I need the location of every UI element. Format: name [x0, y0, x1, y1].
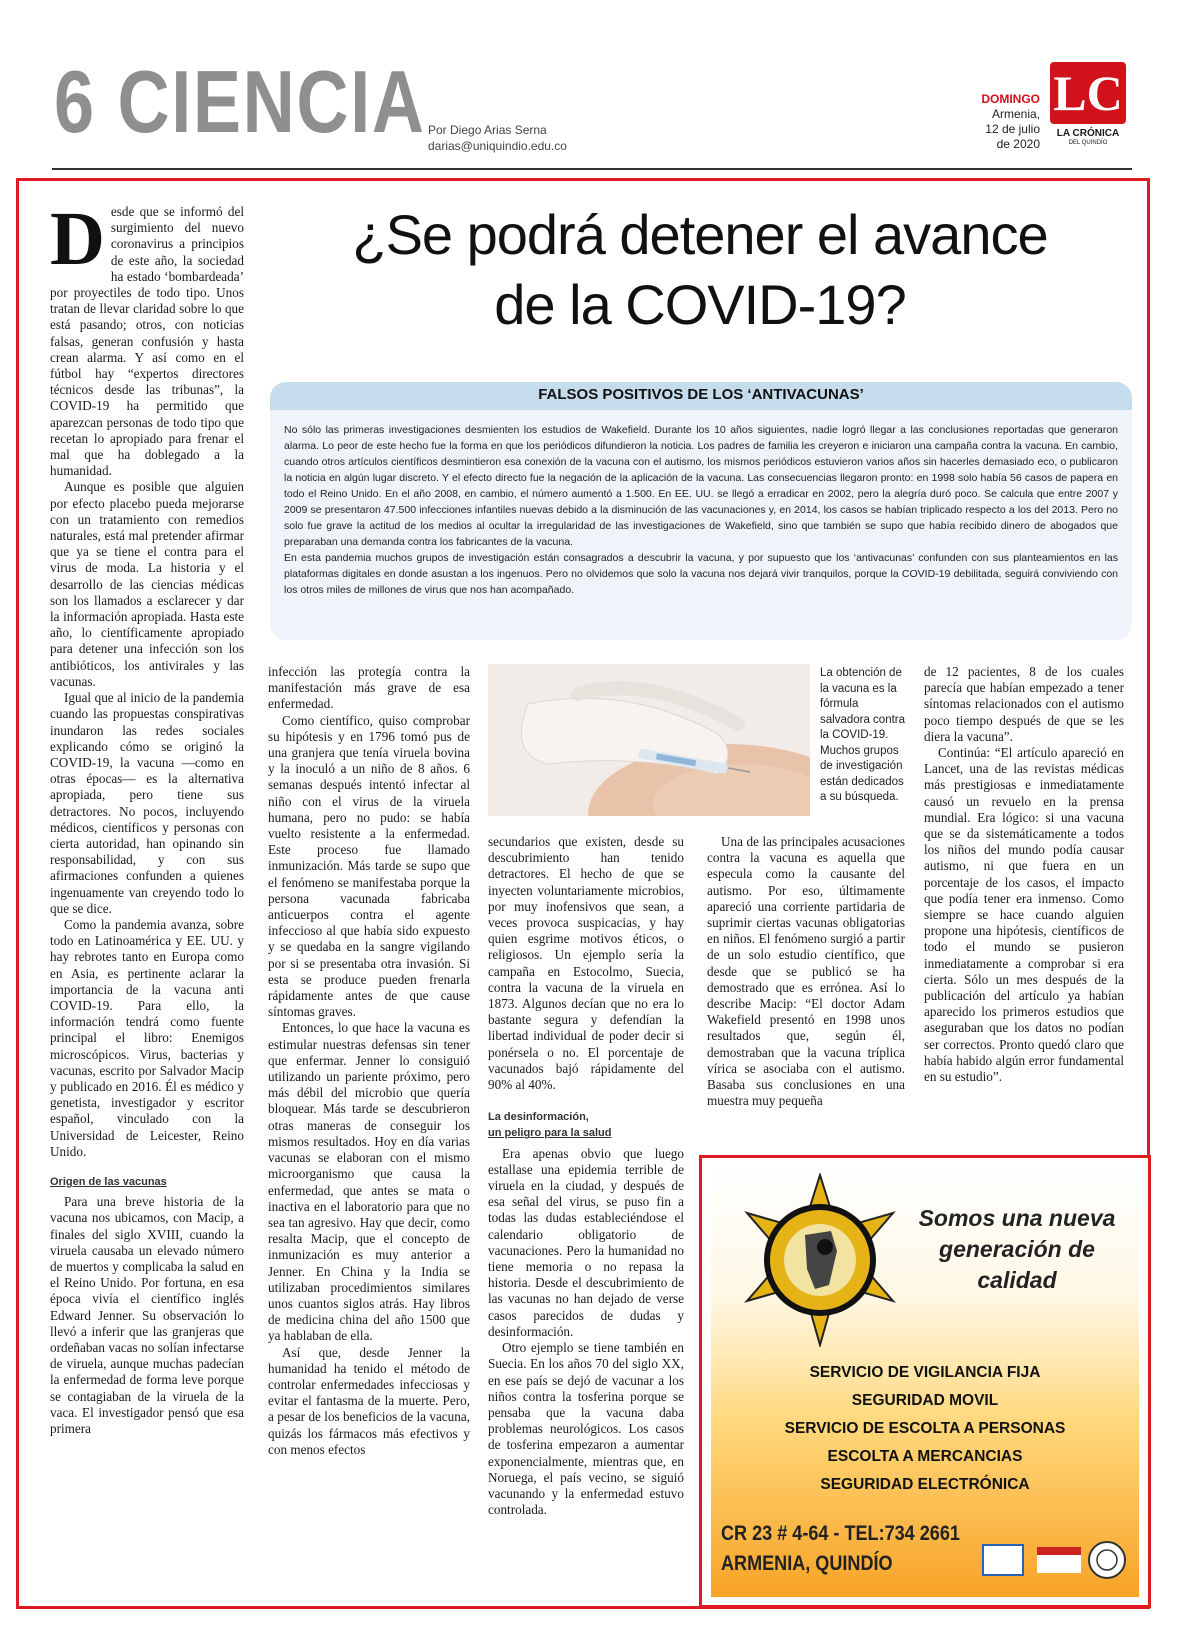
- byline: [428, 122, 567, 154]
- ad-address-phone: CR 23 # 4-64 - TEL:734 2661: [721, 1522, 960, 1545]
- paragraph: Así que, desde Jenner la humanidad ha tenido el método de controlar enfermedades infecciosas y evitar el fantasma de la muerte. Pero, a pesar de los beneficios de la vacuna, quizás los fármacos más efectivos y con menos efectos: [268, 1344, 470, 1457]
- paragraph: de 12 pacientes, 8 de los cuales parecía que habían empezado a tener síntomas relacionados con el autismo poco tiempo después de que se les diera la vacuna”.: [924, 664, 1124, 744]
- subheading-line-1: La desinformación,: [488, 1111, 589, 1124]
- ad-city: ARMENIA, QUINDÍO: [721, 1552, 893, 1575]
- sidebar-paragraph-1: No sólo las primeras investigaciones desmienten los estudios de Wakefield. Durante los 10 años siguientes, nadie logró llegar a las conclusiones reportadas que generaron alarma. Lo peor de este hecho fue la forma en que los periódicos difundieron la noticia. Los padres de familia les creyeron e iniciaron una campaña contra la vacuna. En cambio, cuando otros artículos científicos desmintieron esa conexión de la vacuna con el autismo, los mismos periódicos estuvieron varios años sin hacerles demasiado eco, o publicaron la noticia en algún lugar discreto. Y el efecto directo fue la negación de la aplicación de la vacuna. Las consecuencias llegaron pronto: en 1998 solo había 56 casos de papera en todo el Reino Unido. En el año 2008, en cambio, el número aumentó a 1.500. En EE. UU. se llegó a erradicar en 2002, pero la alegría duró poco. Se calcula que entre 2007 y 2009 se presentaron 47.500 infecciones infantiles nuevas debido a la disminución de las vacunaciones y, en 2014, los casos se habían triplicado respecto a los del 2013. Pero no solo fue grave la actitud de los medios al ocultar la irregularidad de las investigaciones de Wakefield, sino que también se supo que había recibido dinero de abogados que preparaban una demanda contra los fabricantes de la vacuna.: [284, 424, 1118, 548]
- ad-services-list: [711, 1359, 1139, 1499]
- ad-service-item: SEGURIDAD ELECTRÓNICA: [820, 1476, 1030, 1493]
- dateline: [940, 92, 1040, 152]
- paragraph: Igual que al inicio de la pandemia cuando las propuestas conspirativas inundaron las redes sociales explicando cómo se originó la COVID-19, la vacuna —como en otras épocas— es la alternativa apropiada, pero tiene sus detractores. No pocos, incluyendo médicos, científicos y personas con cierta autoridad, han opinando sin responsabilidad, y con sus afirmaciones confunden a quienes ingenuamente van creyendo todo lo que se dice.: [50, 690, 244, 916]
- ad-service-item: SERVICIO DE VIGILANCIA FIJA: [809, 1364, 1041, 1381]
- paragraph: Otro ejemplo se tiene también en Suecia. En los años 70 del siglo XX, en ese país se dejó de vacunar a los niños contra la tosferina porque se pensaba que la vacuna daba problemas neurológicos. Los casos de tosferina empezaron a aumentar exponencialmente, mientras que, en Noruega, el país vecino, se siguió vacunando y la enfermedad estuvo controlada.: [488, 1340, 684, 1518]
- article-column-4: [707, 834, 905, 1109]
- drop-cap: D: [50, 197, 105, 281]
- ad-service-item: ESCOLTA A MERCANCIAS: [827, 1448, 1023, 1465]
- article-column-5: [924, 664, 1124, 1085]
- lead-text: esde que se informó del surgimiento del nuevo coronavirus a principios de este año, la sociedad ha estado ‘bombardeada’ por proyectiles de todo tipo. Unos tratan de llevar claridad sobre lo que está pasando; otros, con noticias falsas, generan confusión y hasta crean alarma. Y así como en el fútbol hay “expertos directores técnicos desde las tribunas”, la COVID-19 ha permitido que aparezcan personas de todo tipo que recetan lo apropiado para frenar el mal que ha doblegado a la humanidad.: [50, 204, 244, 479]
- article-column-3: [488, 834, 684, 1518]
- dateline-day: DOMINGO: [981, 92, 1040, 106]
- author-email[interactable]: darias@uniquindio.edu.co: [428, 139, 567, 153]
- article-headline: [270, 200, 1130, 340]
- article-column-1: [50, 197, 244, 1437]
- header-divider: [52, 168, 1132, 170]
- paragraph: Entonces, lo que hace la vacuna es estimular nuestras defensas sin tener que enfermar. Jenner lo consiguió utilizando un pariente próximo, pero más débil del microbio que quería bloquear. Más tarde se descubrieron otras maneras de conseguir los mismos resultados. Hoy en día varias vacunas se elaboran con el mismo microorganismo que causa la enfermedad, que antes se mata o inactiva en el laboratorio para que no sea tan agresivo. Hay que decir, como resalta Macip, que el concepto de inmunización es muy anterior a Jenner. En China y la India se utilizaban procedimientos similares unos cuantos siglos atrás. Hay libros de medicina china del año 1500 que ya hablaban de ella.: [268, 1020, 470, 1344]
- ad-slogan: [911, 1203, 1123, 1296]
- section-title: 6 CIENCIA: [54, 52, 426, 151]
- paragraph: Aunque es posible que alguien por efecto placebo pueda mejorarse con un tratamiento con remedios naturales, está mal pretender afirmar que ya se tiene el contra para el virus de moda. La historia y el desarrollo de las ciencias médicas son los llamados a esclarecer y dar la información apropiada. Hasta este año, lo científicamente apropiado para detener una infección son los antibióticos, los antivirales y las vacunas.: [50, 479, 244, 689]
- ad-slogan-line: generación de: [939, 1236, 1095, 1262]
- ad-service-item: SERVICIO DE ESCOLTA A PERSONAS: [784, 1420, 1066, 1437]
- logo-initials: LC: [1050, 62, 1126, 124]
- logo-sub: DEL QUINDÍO: [1068, 140, 1108, 146]
- ad-service-item: SEGURIDAD MOVIL: [851, 1392, 999, 1409]
- author-name: Por Diego Arias Serna: [428, 123, 547, 137]
- photo-caption: La obtención de la vacuna es la fórmula salvadora contra la COVID-19. Muchos grupos de investigación están dedicados a su búsqueda.: [820, 667, 906, 803]
- lead-paragraph: [50, 197, 244, 479]
- subheading-origin: Origen de las vacunas: [50, 1175, 167, 1188]
- sidebar-paragraph-2: En esta pandemia muchos grupos de investigación están consagrados a descubrir la vacuna, y por supuesto que los ‘antivacunas’ confunden con sus planteamientos en las plataformas digitales en donde asustan a los ingenuos. Pero no olvidemos que solo la vacuna nos dejará vivir tranquilos, porque la COVID-19 debilitada, seguirá conviviendo con los otros miles de millones de virus que nos han acompañado.: [284, 552, 1118, 596]
- sidebar-box-text: [284, 422, 1118, 598]
- ad-slogan-line: Somos una nueva: [918, 1205, 1116, 1231]
- advertisement-frame: [699, 1155, 1151, 1608]
- subheading-line-2: un peligro para la salud: [488, 1127, 612, 1140]
- subheading-disinformation: [488, 1109, 684, 1141]
- paragraph: Era apenas obvio que luego estallase una epidemia terrible de viruela en la ciudad, y después de esa señal del virus, se puso fin a todas las dudas estableciéndose el calendario obligatorio de vacunaciones. Pero la humanidad no tiene memoria o no repasa la historia. Desde el descubrimiento de las vacunas no han dejado de verse casos parecidos de dudas y desinformación.: [488, 1145, 684, 1339]
- dateline-date: 12 de julio: [985, 122, 1040, 136]
- ad-slogan-line: calidad: [977, 1267, 1057, 1293]
- paragraph: Continúa: “El artículo apareció en Lancet, una de las revistas médicas más prestigiosas e inmediatamente causó un revuelo en la prensa mundial. Era lógico: si una vacuna que se da sistemáticamente a todos los niños del mundo podía causar autismo, ni que fuera en un porcentaje de los casos, el impacto que podía tener era inmenso. Como siempre se hace cuando alguien propone una hipótesis, científicos de todo el mundo se pusieron inmediatamente a comprobar si era cierta. Sólo un mes después de la publicación del artículo ya habían aparecido los primeros estudios que aseguraban que los datos no podían ser correctos. Pronto quedó claro que había habido algún error fundamental en su estudio”.: [924, 745, 1124, 1085]
- security-star-emblem: [733, 1173, 907, 1347]
- dateline-year: de 2020: [996, 137, 1040, 151]
- paragraph: Una de las principales acusaciones contra la vacuna es aquella que especula como la causante del autismo. Por eso, últimamente apareció una corriente partidaria de suprimir ciertas vacunas obligatorias en niños. El fenómeno surgió a partir de un solo estudio científico, que desde que se publicó se ha demostrado que es errónea. Así lo describe Macip: “El doctor Adam Wakefield presentó en 1998 unos resultados que, según él, demostraban que la vacuna tríplica vírica se asociaba con el autismo. Basaba sus conclusiones en una muestra muy pequeña: [707, 834, 905, 1109]
- paragraph: Para una breve historia de la vacuna nos ubicamos, con Macip, a finales del siglo XVIII, cuando la viruela causaba un elevado número de muertos y complicaba la salud en el Reino Unido. Por fortuna, en esa época vivía el científico inglés Edward Jenner. Su observación lo llevó a inferir que las granjeras que ordeñaban vacas no solían infectarse de viruela, aunque muchas padecían la enfermedad de forma leve porque se contagiaban de la viruela de la vaca. El investigador pensó que esa primera: [50, 1194, 244, 1437]
- ad-contact: [721, 1519, 960, 1579]
- paragraph: Como la pandemia avanza, sobre todo en Latinoamérica y EE. UU. y hay rebrotes tanto en Europa como en Asia, es pertinente aclarar la importancia de la vacuna anti COVID-19. Para ello, la información tendrá como fuente principal el libro: Enemigos microscópicos. Virus, bacterias y vacunas, escrito por Salvador Macip y publicado en 2016. Él es médico y genetista, investigador y escritor español, vinculado con la Universidad de Leicester, Reino Unido.: [50, 916, 244, 1159]
- paragraph: Como científico, quiso comprobar su hipótesis y en 1796 tomó pus de una granjera que tenía viruela bovina y la inoculó a un niño de 8 años. 6 semanas después intentó infectar al niño con el virus de la viruela humana, pero no pudo: se había vuelto resistente a la enfermedad. Este proceso fue llamado inmunización. Más tarde se supo que el fenómeno se manifestaba porque la persona vacunada fabricaba anticuerpos contra el agente infeccioso al que había sido expuesto y se quedaba en la sangre vigilando por si se presentaba otra invasión. Si esta se produce pueden frenarla rápidamente antes de que cause síntomas graves.: [268, 712, 470, 1020]
- dateline-city: Armenia,: [991, 107, 1040, 121]
- sidebar-box-title: FALSOS POSITIVOS DE LOS ‘ANTIVACUNAS’: [538, 386, 864, 403]
- paragraph: infección las protegía contra la manifestación más grave de esa enfermedad.: [268, 664, 470, 712]
- sidebar-box: [270, 382, 1132, 640]
- certification-badges: [981, 1535, 1131, 1585]
- vaccine-photo: [488, 664, 810, 816]
- newspaper-logo[interactable]: [1050, 62, 1126, 158]
- headline-line-2: de la COVID-19?: [494, 273, 906, 336]
- logo-name: LA CRÓNICA: [1056, 128, 1120, 139]
- advertisement[interactable]: [711, 1167, 1139, 1597]
- paragraph: secundarios que existen, desde su descubrimiento han tenido detractores. El hecho de que se inyecten voluntariamente microbios, por muy inofensivos que sean, a veces provoca suspicacias, y hay quien esgrime motivos éticos, o religiosos. Un ejemplo sería la campaña en Estocolmo, Suecia, contra la vacuna de la viruela en 1873. Algunos decían que no era lo bastante segura y defendían la libertad individual de poder decir si ponérsela o no. El porcentaje de vacunados bajó rápidamente del 90% al 40%.: [488, 834, 684, 1093]
- headline-line-1: ¿Se podrá detener el avance: [352, 203, 1048, 266]
- vaccine-illustration: [488, 664, 810, 816]
- article-column-2: [268, 664, 470, 1458]
